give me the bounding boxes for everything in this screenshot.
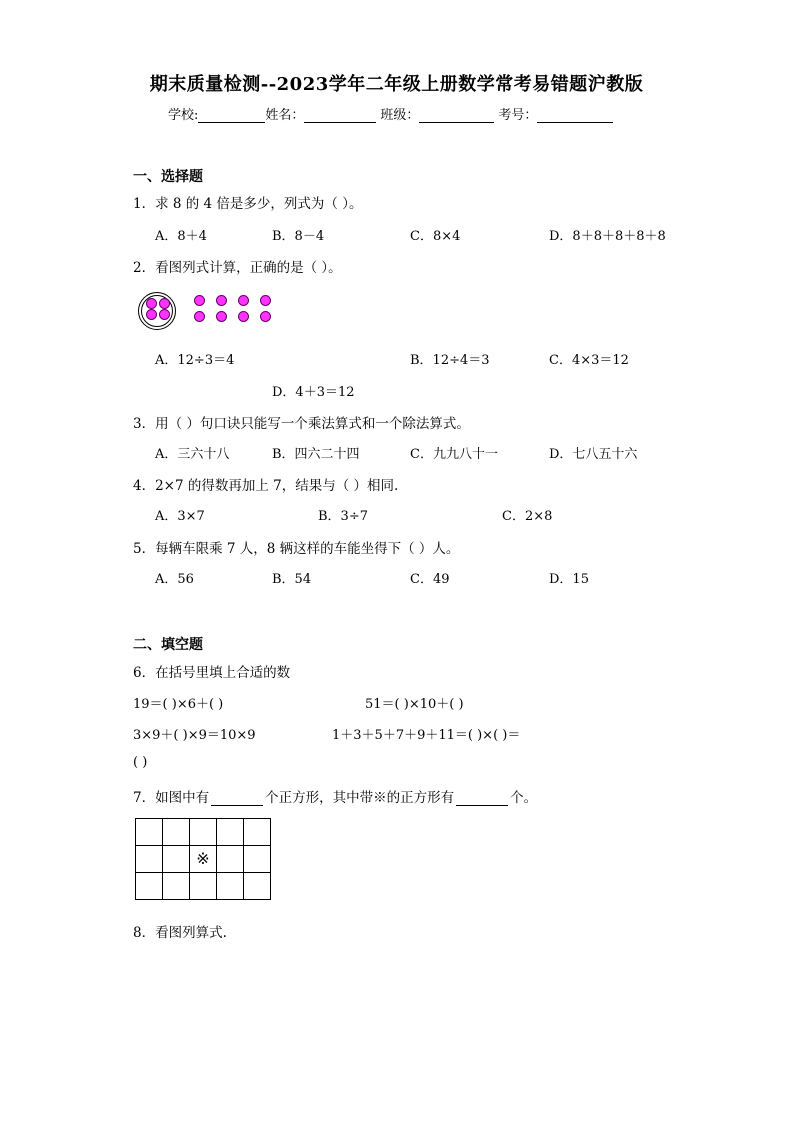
q3-option-c[interactable]: C．九九八十一 [410, 447, 498, 462]
school-label: 学校: [168, 108, 199, 123]
grid-cell [190, 873, 217, 900]
q7-post: 个。 [510, 790, 538, 806]
q5-text: 5．每辆车限乘 7 人，8 辆这样的车能坐得下（ ）人。 [133, 541, 460, 557]
name-label: 姓名： [265, 108, 305, 123]
class-field[interactable] [419, 108, 494, 123]
number-field[interactable] [537, 108, 613, 123]
q6-line1-right[interactable]: 51＝( )×10＋( ) [365, 697, 464, 712]
q7-pre: 7．如图中有 [133, 790, 210, 806]
q4-option-b[interactable]: B．3÷7 [318, 509, 368, 524]
q7-blank-2[interactable] [456, 791, 508, 806]
q4-option-a[interactable]: A．3×7 [155, 509, 205, 524]
dot [238, 295, 249, 306]
q3-option-b[interactable]: B．四六二十四 [272, 447, 360, 462]
q7-mid: 个正方形，其中带※的正方形有 [265, 790, 455, 806]
q5-option-d[interactable]: D．15 [549, 572, 589, 587]
section1-heading: 一、选择题 [133, 169, 203, 185]
q2-text: 2．看图列式计算，正确的是（ ）。 [133, 260, 342, 276]
page-title: 期末质量检测--2023学年二年级上册数学常考易错题沪教版 [149, 74, 644, 95]
number-label: 考号： [498, 108, 538, 123]
q7-text [133, 786, 537, 806]
name-field[interactable] [304, 108, 376, 123]
q6-line2-right[interactable]: 1＋3＋5＋7＋9＋11＝( )×( )＝ [332, 728, 521, 743]
grid-row [136, 873, 271, 900]
school-field[interactable] [198, 108, 265, 123]
grid-cell [136, 819, 163, 846]
dot [146, 298, 157, 309]
grid-cell [190, 819, 217, 846]
square-grid [135, 818, 271, 900]
grid-cell [136, 873, 163, 900]
dot [260, 311, 271, 322]
q2-option-a[interactable]: A．12÷3＝4 [155, 353, 235, 368]
q3-text: 3．用（ ）句口诀只能写一个乘法算式和一个除法算式。 [133, 416, 470, 432]
grid-cell [244, 846, 271, 873]
grid-cell-marked: ※ [190, 846, 217, 873]
q1-text: 1．求 8 的 4 倍是多少，列式为（ ）。 [133, 196, 363, 212]
q6-text: 6．在括号里填上合适的数 [133, 665, 291, 681]
q6-line1-left[interactable]: 19＝( )×6＋( ) [133, 697, 224, 712]
q2-option-b[interactable]: B．12÷4＝3 [410, 353, 490, 368]
dot [238, 311, 249, 322]
q5-option-a[interactable]: A．56 [155, 572, 194, 587]
q6-line2-left[interactable]: 3×9＋( )×9＝10×9 [133, 728, 256, 743]
grid-cell [244, 873, 271, 900]
dot [216, 295, 227, 306]
grid-cell [217, 819, 244, 846]
section2-heading: 二、填空题 [133, 637, 203, 653]
q4-text: 4．2×7 的得数再加上 7，结果与（ ）相同. [133, 478, 399, 494]
q1-option-c[interactable]: C．8×4 [410, 229, 461, 244]
dot [194, 295, 205, 306]
grid-row [136, 819, 271, 846]
q5-option-c[interactable]: C．49 [410, 572, 450, 587]
grid-cell [163, 819, 190, 846]
grid-cell [244, 819, 271, 846]
grid-cell [163, 873, 190, 900]
dot [216, 311, 227, 322]
q5-option-b[interactable]: B．54 [272, 572, 312, 587]
q7-blank-1[interactable] [211, 791, 263, 806]
dot [159, 298, 170, 309]
q4-option-c[interactable]: C．2×8 [502, 509, 553, 524]
grid-cell [136, 846, 163, 873]
dot [159, 309, 170, 320]
q3-option-d[interactable]: D．七八五十六 [549, 447, 638, 462]
grid-cell [163, 846, 190, 873]
dot [260, 295, 271, 306]
q1-option-a[interactable]: A．8＋4 [155, 229, 207, 244]
dot [194, 311, 205, 322]
info-line [168, 104, 613, 123]
grid-cell [217, 873, 244, 900]
q1-option-b[interactable]: B．8－4 [272, 229, 325, 244]
dot [146, 309, 157, 320]
q8-text: 8．看图列算式. [133, 925, 227, 941]
class-label: 班级： [380, 108, 420, 123]
q2-option-d[interactable]: D．4＋3＝12 [272, 385, 355, 400]
grid-row [136, 846, 271, 873]
q1-option-d[interactable]: D．8＋8＋8＋8＋8 [549, 229, 666, 244]
grid-cell [217, 846, 244, 873]
q6-line3[interactable]: ( ) [133, 755, 148, 770]
q3-option-a[interactable]: A．三六十八 [155, 447, 230, 462]
q2-option-c[interactable]: C．4×3＝12 [549, 353, 629, 368]
